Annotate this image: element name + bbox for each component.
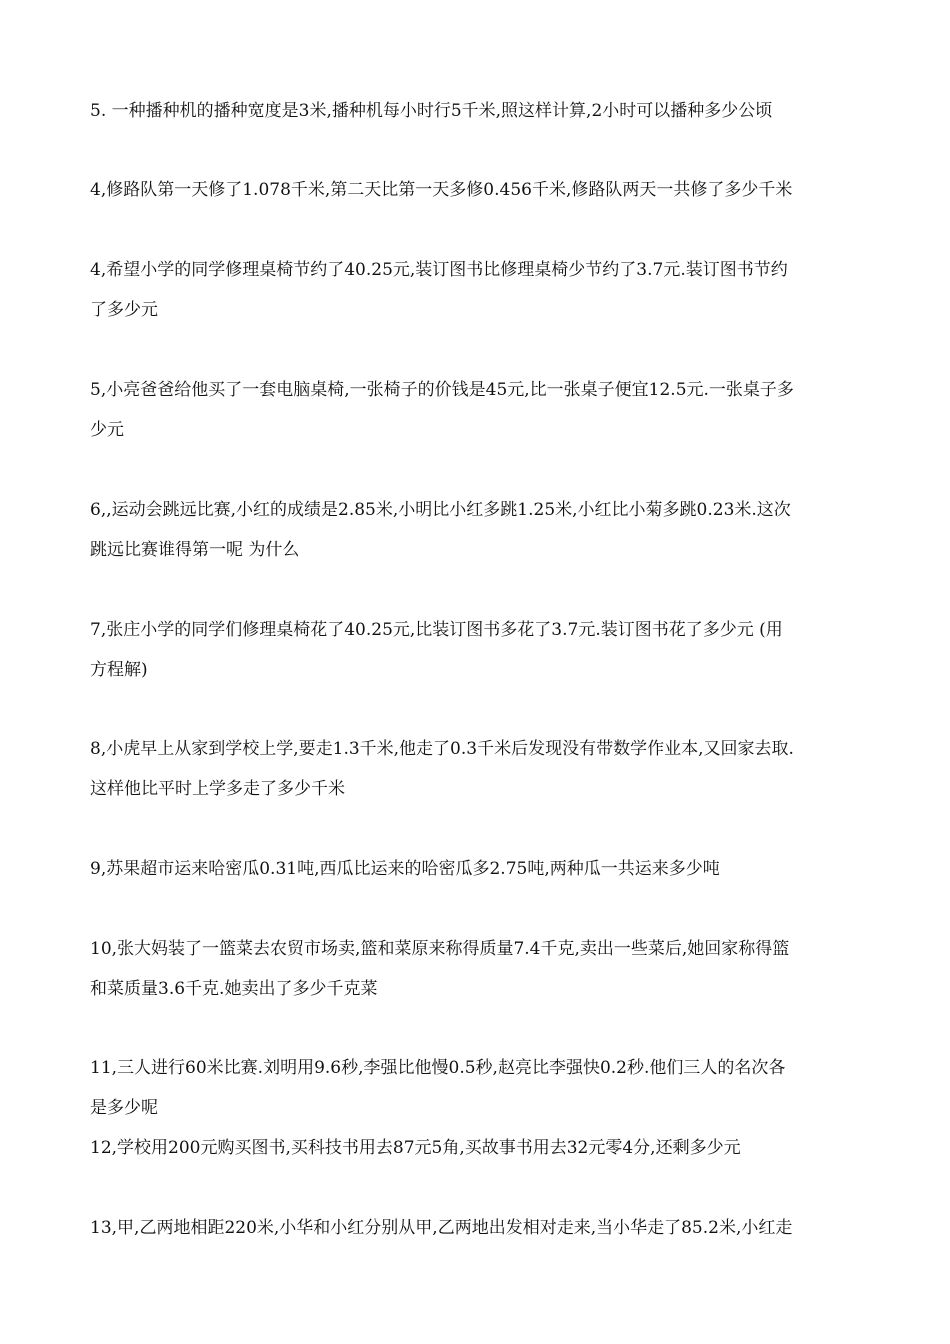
problem-7-line-1: 7,张庄小学的同学们修理桌椅花了40.25元,比装订图书多花了3.7元.装订图书花了多少元 (用 [90,620,783,640]
problem-4b-line-1: 4,希望小学的同学修理桌椅节约了40.25元,装订图书比修理桌椅少节约了3.7元.装订图书节约 [90,260,788,280]
problem-9-line-1: 9,苏果超市运来哈密瓜0.31吨,西瓜比运来的哈密瓜多2.75吨,两种瓜一共运来多少吨 [90,859,720,879]
problem-6-line-2: 跳远比赛谁得第一呢 为什么 [90,540,300,560]
problem-13-line-1: 13,甲,乙两地相距220米,小华和小红分别从甲,乙两地出发相对走来,当小华走了85.2米,小红走 [90,1218,793,1238]
problem-12-line-1: 12,学校用200元购买图书,买科技书用去87元5角,买故事书用去32元零4分,还剩多少元 [90,1138,741,1158]
problem-4b-line-2: 了多少元 [90,300,158,320]
problem-5b-line-1: 5,小亮爸爸给他买了一套电脑桌椅,一张椅子的价钱是45元,比一张桌子便宜12.5元.一张桌子多 [90,380,794,400]
problem-8-line-2: 这样他比平时上学多走了多少千米 [90,779,345,799]
problem-10-line-1: 10,张大妈装了一篮菜去农贸市场卖,篮和菜原来称得质量7.4千克,卖出一些菜后,她回家称得篮 [90,939,790,959]
problem-7-line-2: 方程解) [90,660,148,680]
problem-11-line-2: 是多少呢 [90,1098,158,1118]
problem-10-line-2: 和菜质量3.6千克.她卖出了多少千克菜 [90,979,378,999]
problem-11-line-1: 11,三人进行60米比赛.刘明用9.6秒,李强比他慢0.5秒,赵亮比李强快0.2秒.他们三人的名次各 [90,1058,786,1078]
problem-4a-line-1: 4,修路队第一天修了1.078千米,第二天比第一天多修0.456千米,修路队两天一共修了多少千米 [90,180,793,200]
problem-8-line-1: 8,小虎早上从家到学校上学,要走1.3千米,他走了0.3千米后发现没有带数学作业本,又回家去取. [90,739,794,759]
problem-6-line-1: 6,,运动会跳远比赛,小红的成绩是2.85米,小明比小红多跳1.25米,小红比小菊多跳0.23米.这次 [90,500,791,520]
problem-5-line-1: 5. 一种播种机的播种宽度是3米,播种机每小时行5千米,照这样计算,2小时可以播种多少公顷 [90,101,773,121]
problem-5b-line-2: 少元 [90,420,124,440]
